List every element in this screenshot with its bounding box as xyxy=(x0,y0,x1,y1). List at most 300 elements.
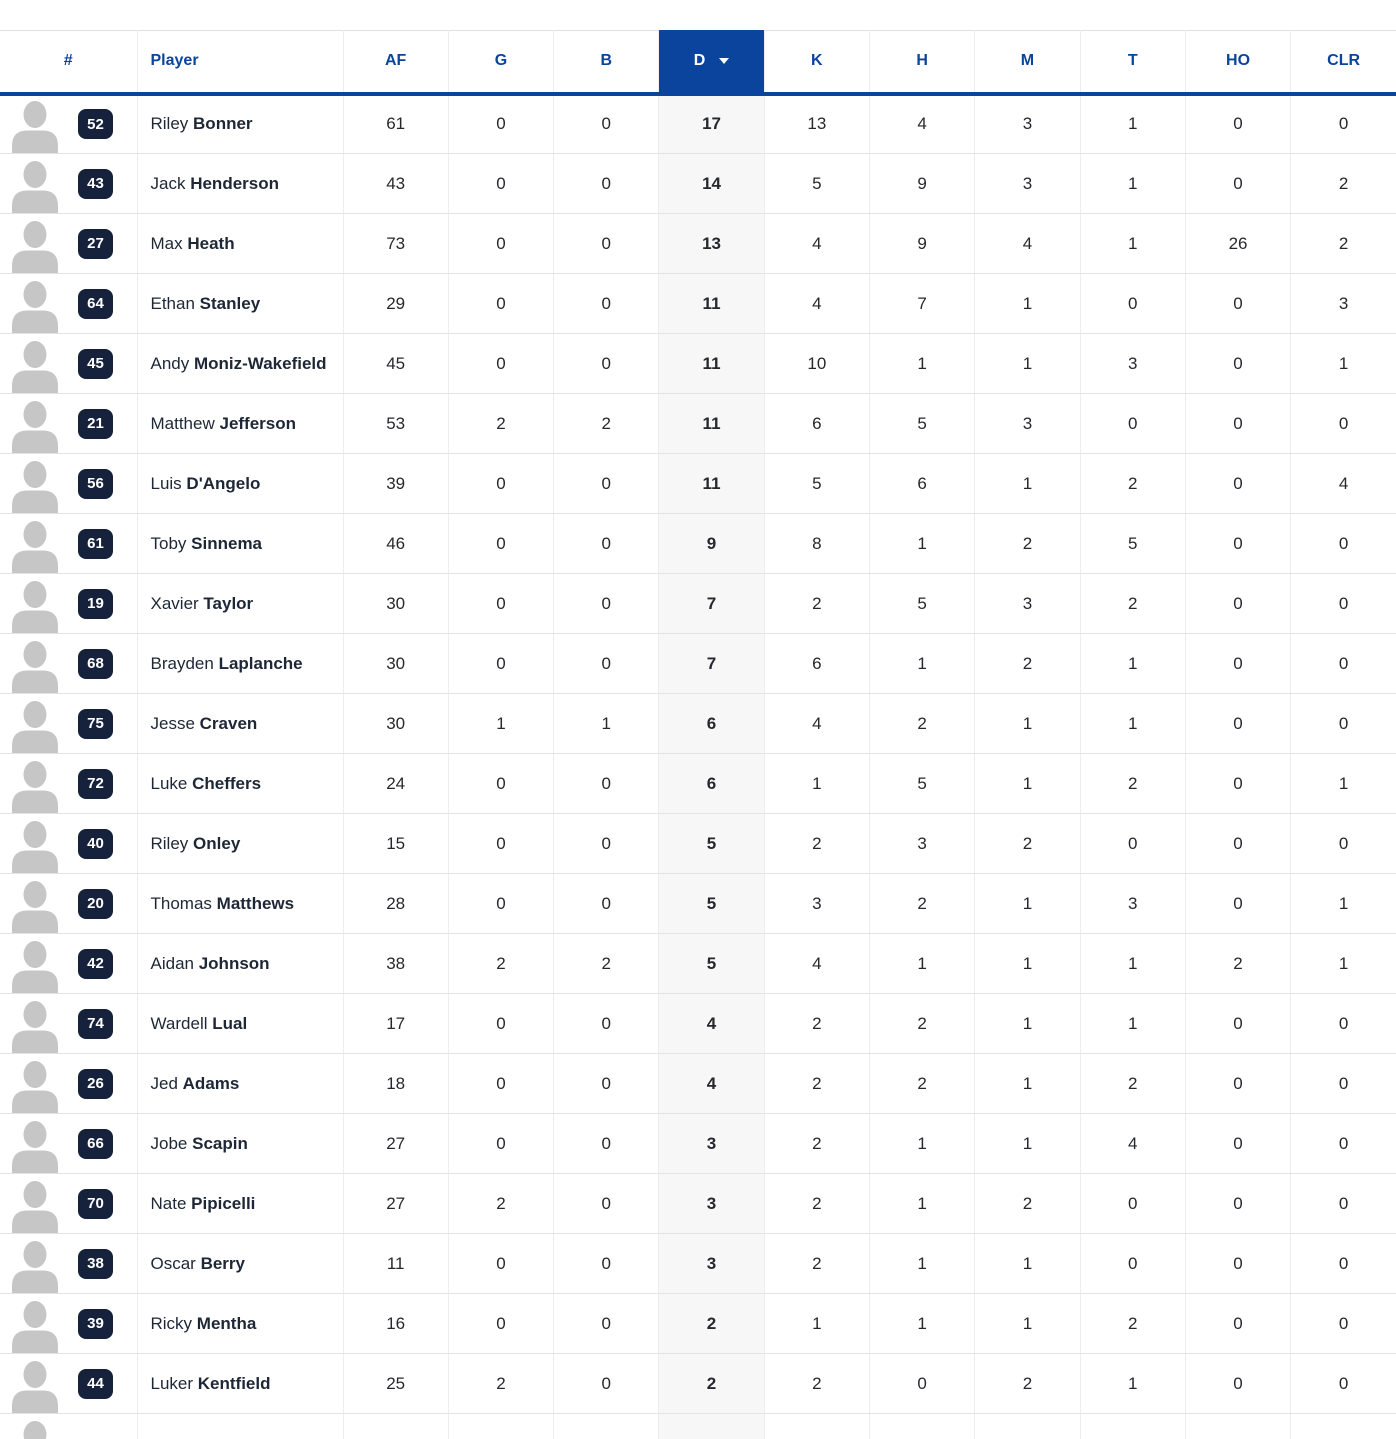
jersey-number-badge: 64 xyxy=(78,289,113,319)
stat-cell-af: 29 xyxy=(343,274,448,334)
person-icon xyxy=(10,639,60,693)
player-first-name: Jesse xyxy=(150,713,195,733)
stat-cell-af: 27 xyxy=(343,1174,448,1234)
player-id-cell xyxy=(0,334,137,394)
player-avatar xyxy=(10,879,60,933)
table-row xyxy=(0,814,1396,874)
stat-cell-b: 0 xyxy=(554,1054,659,1114)
player-name xyxy=(137,1294,343,1354)
player-avatar xyxy=(10,99,60,153)
stat-cell-ho: 0 xyxy=(1185,1354,1290,1414)
stat-cell-d: 3 xyxy=(659,1114,764,1174)
jersey-number-badge: 74 xyxy=(78,1009,113,1039)
stat-cell-ho: 0 xyxy=(1185,1294,1290,1354)
stat-cell-ho: 0 xyxy=(1185,94,1290,154)
player-name xyxy=(137,334,343,394)
stat-cell-af: 30 xyxy=(343,574,448,634)
player-name xyxy=(137,274,343,334)
stat-cell-d: 11 xyxy=(659,394,764,454)
stat-cell-h: 2 xyxy=(869,874,974,934)
stat-cell-t: 0 xyxy=(1080,274,1185,334)
player-last-name: Berry xyxy=(200,1253,245,1273)
player-name xyxy=(137,1114,343,1174)
column-header-ho[interactable]: HO xyxy=(1185,31,1290,94)
player-name xyxy=(137,454,343,514)
stat-cell-t xyxy=(1080,1414,1185,1439)
stat-cell-h xyxy=(869,1414,974,1439)
jersey-number-badge: 38 xyxy=(78,1249,113,1279)
player-id-cell xyxy=(0,1294,137,1354)
player-name xyxy=(137,634,343,694)
stat-cell-ho: 0 xyxy=(1185,394,1290,454)
stat-cell-t: 4 xyxy=(1080,1114,1185,1174)
player-first-name: Riley xyxy=(150,833,189,853)
person-icon xyxy=(10,1119,60,1173)
player-last-name: Sinnema xyxy=(191,533,263,553)
stat-cell-af: 46 xyxy=(343,514,448,574)
jersey-number-badge: 52 xyxy=(78,109,113,139)
stat-cell-t: 0 xyxy=(1080,394,1185,454)
stat-cell-g: 0 xyxy=(448,634,553,694)
stat-cell-t: 1 xyxy=(1080,634,1185,694)
stat-cell-b: 0 xyxy=(554,1294,659,1354)
table-row xyxy=(0,694,1396,754)
stat-cell-h: 1 xyxy=(869,334,974,394)
stat-cell-b: 0 xyxy=(554,334,659,394)
stat-cell-m: 3 xyxy=(975,94,1080,154)
jersey-number-badge: 45 xyxy=(78,349,113,379)
stat-cell-b: 0 xyxy=(554,874,659,934)
stat-cell-g: 0 xyxy=(448,574,553,634)
stat-cell-b: 0 xyxy=(554,1174,659,1234)
stat-cell-af: 73 xyxy=(343,214,448,274)
stat-cell-m: 1 xyxy=(975,1294,1080,1354)
player-name xyxy=(137,1234,343,1294)
stat-cell-ho: 0 xyxy=(1185,1114,1290,1174)
player-name xyxy=(137,754,343,814)
table-row xyxy=(0,274,1396,334)
person-icon xyxy=(10,399,60,453)
stat-cell-b: 0 xyxy=(554,514,659,574)
table-row xyxy=(0,574,1396,634)
stat-cell-k: 2 xyxy=(764,1234,869,1294)
player-last-name: Stanley xyxy=(199,293,261,313)
player-first-name: Brayden xyxy=(150,653,214,673)
stat-cell-b: 0 xyxy=(554,454,659,514)
player-first-name: Jobe xyxy=(150,1133,188,1153)
table-row xyxy=(0,454,1396,514)
stat-cell-d: 7 xyxy=(659,574,764,634)
table-row xyxy=(0,154,1396,214)
column-header-b[interactable]: B xyxy=(554,31,659,94)
column-header-t[interactable]: T xyxy=(1080,31,1185,94)
stat-cell-t: 1 xyxy=(1080,214,1185,274)
player-first-name: Andy xyxy=(150,353,190,373)
stat-cell-g: 0 xyxy=(448,514,553,574)
stat-cell-h: 1 xyxy=(869,514,974,574)
player-name xyxy=(137,94,343,154)
player-last-name: Adams xyxy=(182,1073,240,1093)
stat-cell-ho: 26 xyxy=(1185,214,1290,274)
player-avatar xyxy=(10,1299,60,1353)
stat-cell-m: 2 xyxy=(975,514,1080,574)
stat-cell-m: 1 xyxy=(975,934,1080,994)
stat-cell-k: 1 xyxy=(764,754,869,814)
person-icon xyxy=(10,1419,60,1439)
table-row xyxy=(0,1234,1396,1294)
stat-cell-h: 9 xyxy=(869,154,974,214)
stat-cell-k: 2 xyxy=(764,994,869,1054)
stat-cell-b: 1 xyxy=(554,694,659,754)
stat-cell-k: 5 xyxy=(764,154,869,214)
stat-cell-m: 1 xyxy=(975,694,1080,754)
stat-cell-b: 0 xyxy=(554,94,659,154)
stat-cell-k: 2 xyxy=(764,814,869,874)
person-icon xyxy=(10,759,60,813)
stat-cell-af: 17 xyxy=(343,994,448,1054)
jersey-number-badge: 66 xyxy=(78,1129,113,1159)
stat-cell-h: 1 xyxy=(869,634,974,694)
player-last-name: Laplanche xyxy=(218,653,303,673)
stat-cell-m: 1 xyxy=(975,1234,1080,1294)
player-first-name: Jack xyxy=(150,173,186,193)
stat-cell-b xyxy=(554,1414,659,1439)
stat-cell-clr: 0 xyxy=(1291,514,1396,574)
stat-cell-clr: 1 xyxy=(1291,874,1396,934)
player-first-name: Wardell xyxy=(150,1013,208,1033)
stat-cell-b: 0 xyxy=(554,214,659,274)
stat-cell-clr: 3 xyxy=(1291,274,1396,334)
stat-cell-m: 2 xyxy=(975,1354,1080,1414)
player-avatar xyxy=(10,759,60,813)
stat-cell-h: 5 xyxy=(869,574,974,634)
stat-cell-clr: 0 xyxy=(1291,634,1396,694)
player-last-name: Jefferson xyxy=(219,413,297,433)
jersey-number-badge: 42 xyxy=(78,949,113,979)
stat-cell-b: 0 xyxy=(554,154,659,214)
player-avatar xyxy=(10,1359,60,1413)
stat-cell-h: 2 xyxy=(869,994,974,1054)
player-first-name: Oscar xyxy=(150,1253,196,1273)
column-header-h[interactable]: H xyxy=(869,31,974,94)
stat-cell-d: 9 xyxy=(659,514,764,574)
table-row xyxy=(0,514,1396,574)
player-name xyxy=(137,814,343,874)
stat-cell-t: 1 xyxy=(1080,1354,1185,1414)
player-id-cell xyxy=(0,994,137,1054)
player-last-name: Johnson xyxy=(198,953,270,973)
stat-cell-b: 0 xyxy=(554,1354,659,1414)
player-avatar xyxy=(10,1119,60,1173)
stat-cell-ho: 0 xyxy=(1185,154,1290,214)
stat-cell-t: 2 xyxy=(1080,1294,1185,1354)
player-first-name: Ricky xyxy=(150,1313,193,1333)
person-icon xyxy=(10,579,60,633)
stat-cell-af: 16 xyxy=(343,1294,448,1354)
stat-cell-k: 2 xyxy=(764,1174,869,1234)
player-name xyxy=(137,994,343,1054)
table-row xyxy=(0,1354,1396,1414)
stat-cell-g: 0 xyxy=(448,94,553,154)
player-name xyxy=(137,1354,343,1414)
stat-cell-af xyxy=(343,1414,448,1439)
jersey-number-badge: 44 xyxy=(78,1369,113,1399)
player-last-name: Bonner xyxy=(193,114,253,134)
player-first-name: Luke xyxy=(150,773,188,793)
table-row xyxy=(0,334,1396,394)
player-avatar xyxy=(10,939,60,993)
stat-cell-g: 0 xyxy=(448,274,553,334)
stat-cell-m: 1 xyxy=(975,454,1080,514)
player-name xyxy=(137,154,343,214)
stat-cell-h: 1 xyxy=(869,1114,974,1174)
table-row xyxy=(0,874,1396,934)
player-name xyxy=(137,1054,343,1114)
person-icon xyxy=(10,1359,60,1413)
stat-cell-clr: 0 xyxy=(1291,1114,1396,1174)
table-row xyxy=(0,1414,1396,1439)
stat-cell-m: 1 xyxy=(975,1054,1080,1114)
person-icon xyxy=(10,819,60,873)
column-header-player[interactable]: Player xyxy=(137,31,343,94)
stat-cell-m: 1 xyxy=(975,274,1080,334)
stat-cell-h: 1 xyxy=(869,1174,974,1234)
stat-cell-af: 11 xyxy=(343,1234,448,1294)
stat-cell-h: 5 xyxy=(869,394,974,454)
stat-cell-g: 0 xyxy=(448,1114,553,1174)
stat-cell-af: 30 xyxy=(343,634,448,694)
column-header-num[interactable]: # xyxy=(0,31,137,94)
jersey-number-badge: 39 xyxy=(78,1309,113,1339)
player-first-name: Luker xyxy=(150,1373,194,1393)
player-name xyxy=(137,1414,343,1439)
table-row xyxy=(0,1294,1396,1354)
player-id-cell xyxy=(0,694,137,754)
player-last-name: Kentfield xyxy=(197,1373,271,1393)
table-row xyxy=(0,994,1396,1054)
player-id-cell xyxy=(0,574,137,634)
stat-cell-m: 1 xyxy=(975,874,1080,934)
stat-cell-b: 0 xyxy=(554,1234,659,1294)
column-header-af[interactable]: AF xyxy=(343,31,448,94)
stat-cell-k: 6 xyxy=(764,634,869,694)
stat-cell-m: 2 xyxy=(975,1174,1080,1234)
player-name xyxy=(137,214,343,274)
player-name xyxy=(137,874,343,934)
stat-cell-k: 4 xyxy=(764,274,869,334)
stat-cell-m: 1 xyxy=(975,334,1080,394)
stat-cell-t: 5 xyxy=(1080,514,1185,574)
stat-cell-t: 2 xyxy=(1080,574,1185,634)
stat-cell-clr: 0 xyxy=(1291,1054,1396,1114)
player-last-name: Moniz-Wakefield xyxy=(193,353,327,373)
table-row xyxy=(0,634,1396,694)
stat-cell-g: 2 xyxy=(448,934,553,994)
column-header-m[interactable]: M xyxy=(975,31,1080,94)
table-row xyxy=(0,94,1396,154)
player-avatar xyxy=(10,639,60,693)
stat-cell-ho: 0 xyxy=(1185,334,1290,394)
stat-cell-b: 2 xyxy=(554,394,659,454)
stat-cell-d: 4 xyxy=(659,1054,764,1114)
jersey-number-badge: 70 xyxy=(78,1189,113,1219)
player-id-cell xyxy=(0,634,137,694)
jersey-number-badge: 72 xyxy=(78,769,113,799)
stat-cell-d: 5 xyxy=(659,814,764,874)
stat-cell-k: 3 xyxy=(764,874,869,934)
stat-cell-ho: 0 xyxy=(1185,694,1290,754)
stat-cell-h: 0 xyxy=(869,1354,974,1414)
stat-cell-m: 3 xyxy=(975,394,1080,454)
table-header xyxy=(0,31,1396,94)
stat-cell-ho: 0 xyxy=(1185,1174,1290,1234)
stat-cell-clr: 1 xyxy=(1291,754,1396,814)
stat-cell-t: 1 xyxy=(1080,94,1185,154)
player-id-cell xyxy=(0,1414,137,1439)
player-id-cell xyxy=(0,1114,137,1174)
player-avatar xyxy=(10,159,60,213)
stat-cell-g: 0 xyxy=(448,214,553,274)
stat-cell-clr: 1 xyxy=(1291,334,1396,394)
stat-cell-ho: 0 xyxy=(1185,994,1290,1054)
stat-cell-h: 9 xyxy=(869,214,974,274)
stat-cell-t: 1 xyxy=(1080,154,1185,214)
person-icon xyxy=(10,99,60,153)
stat-cell-d: 7 xyxy=(659,634,764,694)
player-first-name: Riley xyxy=(150,114,189,134)
player-avatar xyxy=(10,519,60,573)
stat-cell-b: 2 xyxy=(554,934,659,994)
player-last-name: Pipicelli xyxy=(191,1193,256,1213)
player-name xyxy=(137,394,343,454)
stat-cell-t: 0 xyxy=(1080,1234,1185,1294)
stat-cell-d: 6 xyxy=(659,694,764,754)
stat-cell-t: 3 xyxy=(1080,874,1185,934)
player-last-name: Matthews xyxy=(216,893,295,913)
player-avatar xyxy=(10,339,60,393)
stat-cell-ho: 0 xyxy=(1185,274,1290,334)
stat-cell-k: 5 xyxy=(764,454,869,514)
player-avatar xyxy=(10,579,60,633)
header-row xyxy=(0,31,1396,94)
stat-cell-g: 0 xyxy=(448,754,553,814)
stat-cell-g: 2 xyxy=(448,1174,553,1234)
column-header-k[interactable]: K xyxy=(764,31,869,94)
jersey-number-badge: 68 xyxy=(78,649,113,679)
person-icon xyxy=(10,999,60,1053)
stat-cell-b: 0 xyxy=(554,274,659,334)
stat-cell-d: 3 xyxy=(659,1234,764,1294)
player-last-name: Heath xyxy=(187,233,235,253)
player-id-cell xyxy=(0,1234,137,1294)
person-icon xyxy=(10,459,60,513)
player-first-name: Thomas xyxy=(150,893,212,913)
stat-cell-d: 11 xyxy=(659,454,764,514)
column-header-d[interactable] xyxy=(659,31,764,94)
jersey-number-badge: 20 xyxy=(78,889,113,919)
player-first-name: Ethan xyxy=(150,293,195,313)
player-id-cell xyxy=(0,274,137,334)
stat-cell-g: 0 xyxy=(448,1054,553,1114)
stat-cell-b: 0 xyxy=(554,814,659,874)
stat-cell-clr: 4 xyxy=(1291,454,1396,514)
player-first-name: Nate xyxy=(150,1193,187,1213)
stat-cell-m: 2 xyxy=(975,814,1080,874)
stat-cell-ho: 0 xyxy=(1185,754,1290,814)
stat-cell-d: 4 xyxy=(659,994,764,1054)
stat-cell-k: 2 xyxy=(764,574,869,634)
player-last-name: Henderson xyxy=(190,173,279,193)
stat-cell-h: 2 xyxy=(869,694,974,754)
stat-cell-m: 1 xyxy=(975,754,1080,814)
stat-cell-af: 45 xyxy=(343,334,448,394)
player-first-name: Luis xyxy=(150,473,182,493)
player-avatar xyxy=(10,1059,60,1113)
stat-cell-af: 15 xyxy=(343,814,448,874)
stat-cell-clr: 2 xyxy=(1291,154,1396,214)
stat-cell-h: 1 xyxy=(869,1234,974,1294)
stat-cell-d: 13 xyxy=(659,214,764,274)
stat-cell-ho: 0 xyxy=(1185,814,1290,874)
stat-cell-t: 1 xyxy=(1080,994,1185,1054)
stat-cell-g: 0 xyxy=(448,1294,553,1354)
table-row xyxy=(0,754,1396,814)
stat-cell-k: 4 xyxy=(764,214,869,274)
stat-cell-d: 2 xyxy=(659,1354,764,1414)
stat-cell-g: 0 xyxy=(448,994,553,1054)
player-last-name: Taylor xyxy=(203,593,254,613)
player-avatar xyxy=(10,699,60,753)
player-id-cell xyxy=(0,454,137,514)
player-avatar xyxy=(10,1179,60,1233)
stat-cell-t: 1 xyxy=(1080,934,1185,994)
jersey-number-badge: 27 xyxy=(78,229,113,259)
player-first-name: Matthew xyxy=(150,413,215,433)
stat-cell-k: 1 xyxy=(764,1294,869,1354)
stat-cell-d: 14 xyxy=(659,154,764,214)
player-avatar xyxy=(10,1239,60,1293)
stat-cell-d: 11 xyxy=(659,274,764,334)
stat-cell-af: 53 xyxy=(343,394,448,454)
person-icon xyxy=(10,939,60,993)
stat-cell-b: 0 xyxy=(554,634,659,694)
column-header-clr[interactable]: CLR xyxy=(1291,31,1396,94)
player-first-name: Aidan xyxy=(150,953,194,973)
stat-cell-d: 17 xyxy=(659,94,764,154)
table-body xyxy=(0,94,1396,1439)
column-header-g[interactable]: G xyxy=(448,31,553,94)
table-row xyxy=(0,394,1396,454)
stat-cell-ho: 2 xyxy=(1185,934,1290,994)
jersey-number-badge: 40 xyxy=(78,829,113,859)
person-icon xyxy=(10,1179,60,1233)
stat-cell-af: 43 xyxy=(343,154,448,214)
stat-cell-af: 27 xyxy=(343,1114,448,1174)
stat-cell-k: 4 xyxy=(764,694,869,754)
stat-cell-b: 0 xyxy=(554,754,659,814)
stat-cell-af: 28 xyxy=(343,874,448,934)
sort-desc-icon xyxy=(719,58,729,64)
stat-cell-b: 0 xyxy=(554,1114,659,1174)
table-row xyxy=(0,1054,1396,1114)
stat-cell-h: 1 xyxy=(869,1294,974,1354)
stat-cell-m: 2 xyxy=(975,634,1080,694)
player-avatar xyxy=(10,1419,60,1439)
stat-cell-h: 7 xyxy=(869,274,974,334)
jersey-number-badge: 75 xyxy=(78,709,113,739)
table-row xyxy=(0,1114,1396,1174)
person-icon xyxy=(10,1239,60,1293)
